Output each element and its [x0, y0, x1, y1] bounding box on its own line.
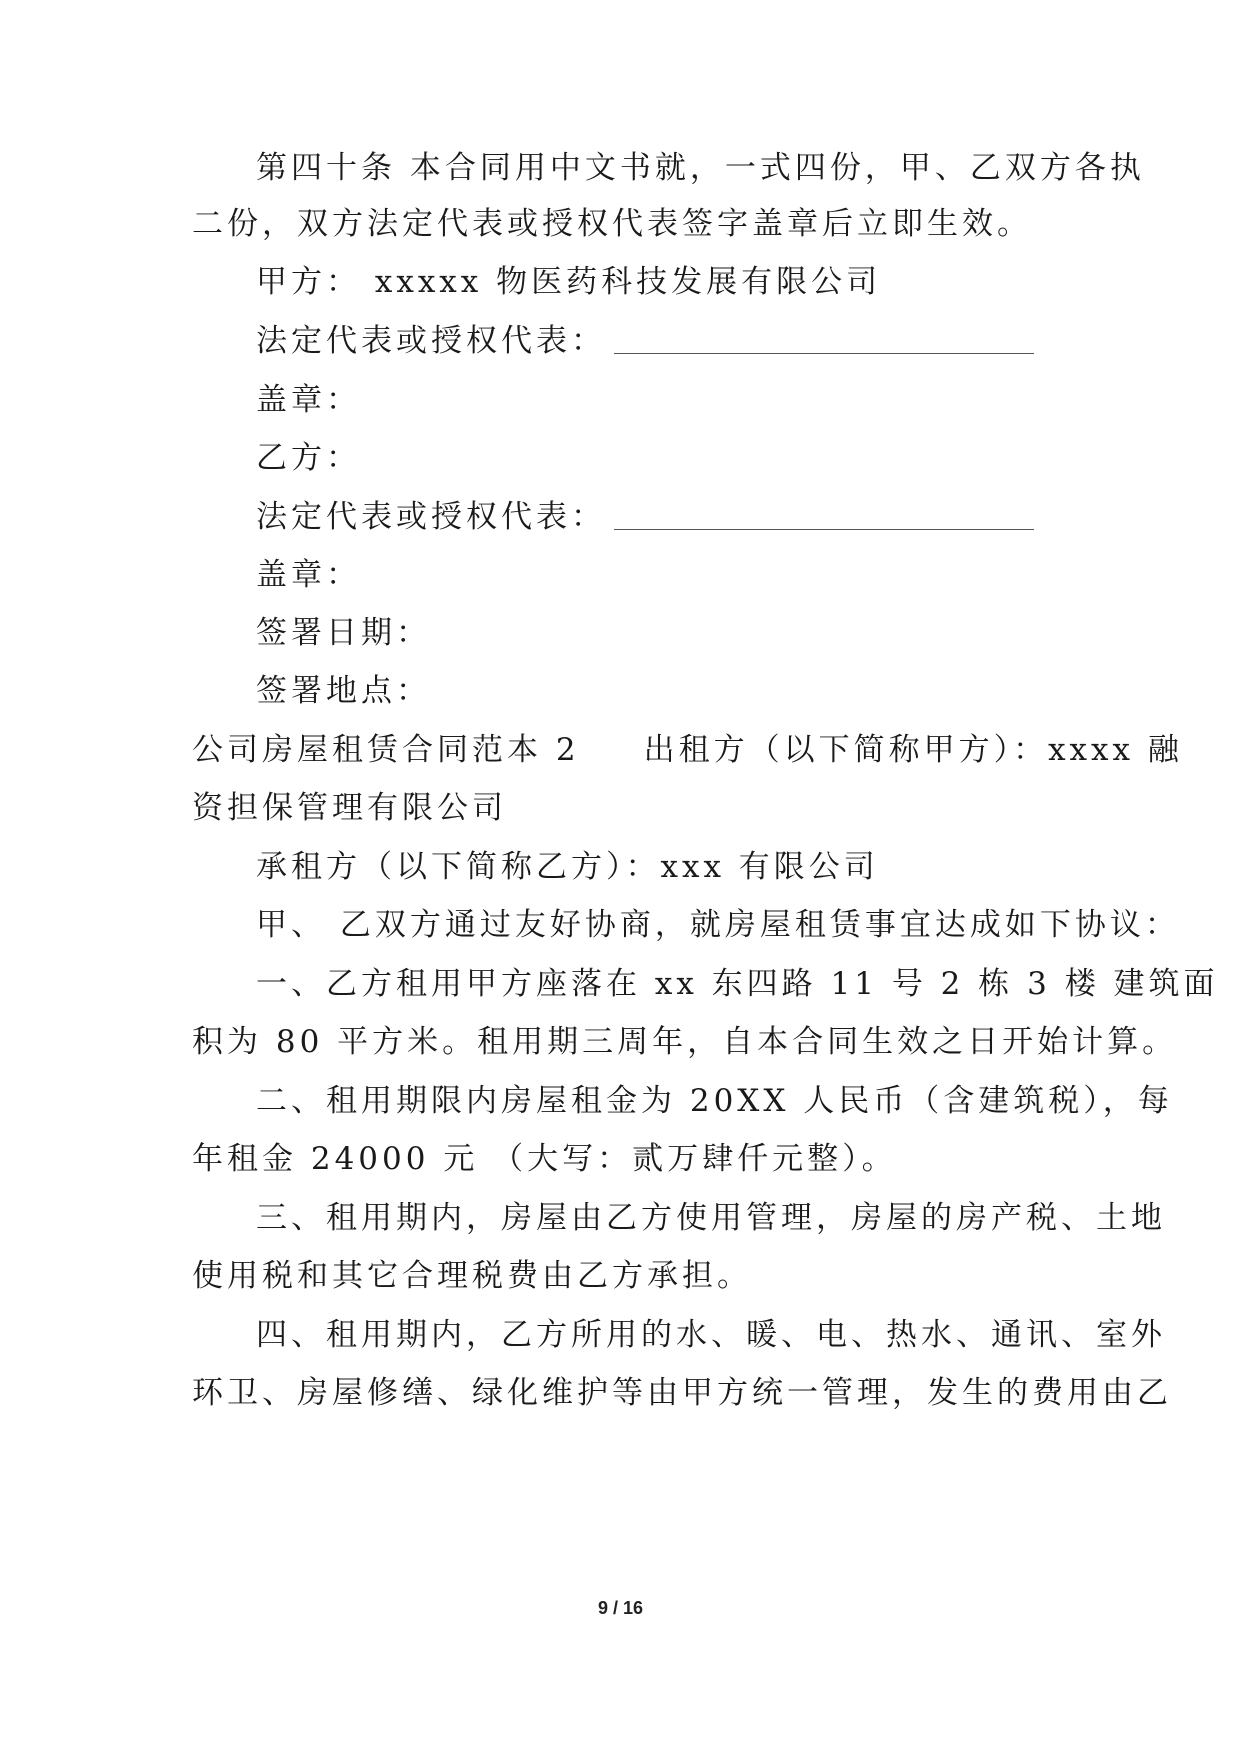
clause-3-line-1: 三、租用期内，房屋由乙方使用管理，房屋的房产税、土地: [256, 1200, 1166, 1236]
representative-line-b: [256, 497, 1034, 537]
representative-line-a: [256, 321, 1034, 361]
page-number: 9 / 16: [597, 1598, 644, 1618]
lessor-text: 出租方（以下简称甲方）：xxxx 融: [643, 732, 1183, 768]
sign-place-line: 签署地点：: [256, 673, 431, 709]
clause-4-line-2: 环卫、房屋修缮、绿化维护等由甲方统一管理，发生的费用由乙: [192, 1375, 1172, 1411]
clause-4-line-1: 四、租用期内，乙方所用的水、暖、电、热水、通讯、室外: [256, 1317, 1166, 1353]
sample-title-line: [192, 730, 1183, 770]
seal-line-a: 盖章：: [256, 382, 361, 418]
sign-date-line: 签署日期：: [256, 615, 431, 651]
sample-title: 公司房屋租赁合同范本 2: [192, 732, 580, 768]
agreement-line: 甲、 乙双方通过友好协商，就房屋租赁事宜达成如下协议：: [256, 907, 1180, 943]
clause-2-line-1: 二、租用期限内房屋租金为 20XX 人民币（含建筑税），每: [256, 1083, 1173, 1119]
clause-3-line-2: 使用税和其它合理税费由乙方承担。: [192, 1258, 752, 1294]
article-40-line-2: 二份，双方法定代表或授权代表签字盖章后立即生效。: [192, 206, 1032, 242]
party-a-line: 甲方： xxxxx 物医药科技发展有限公司: [256, 264, 882, 300]
representative-label: 法定代表或授权代表：: [256, 323, 606, 359]
clause-2-line-2: 年租金 24000 元 （大写：贰万肆仟元整）。: [192, 1141, 897, 1177]
clause-1-line-1: 一、乙方租用甲方座落在 xx 东四路 11 号 2 栋 3 楼 建筑面: [256, 966, 1219, 1002]
lessee-line: 承租方（以下简称乙方）：xxx 有限公司: [256, 849, 879, 885]
party-b-line: 乙方：: [256, 440, 361, 476]
signature-blank: [614, 527, 1034, 530]
article-40-line-1: 第四十条 本合同用中文书就，一式四份，甲、乙双方各执: [256, 150, 1145, 186]
seal-line-b: 盖章：: [256, 557, 361, 593]
lessor-line-2: 资担保管理有限公司: [192, 790, 507, 826]
signature-blank: [614, 351, 1034, 354]
representative-label: 法定代表或授权代表：: [256, 499, 606, 535]
clause-1-line-2: 积为 80 平方米。租用期三周年，自本合同生效之日开始计算。: [192, 1024, 1178, 1060]
